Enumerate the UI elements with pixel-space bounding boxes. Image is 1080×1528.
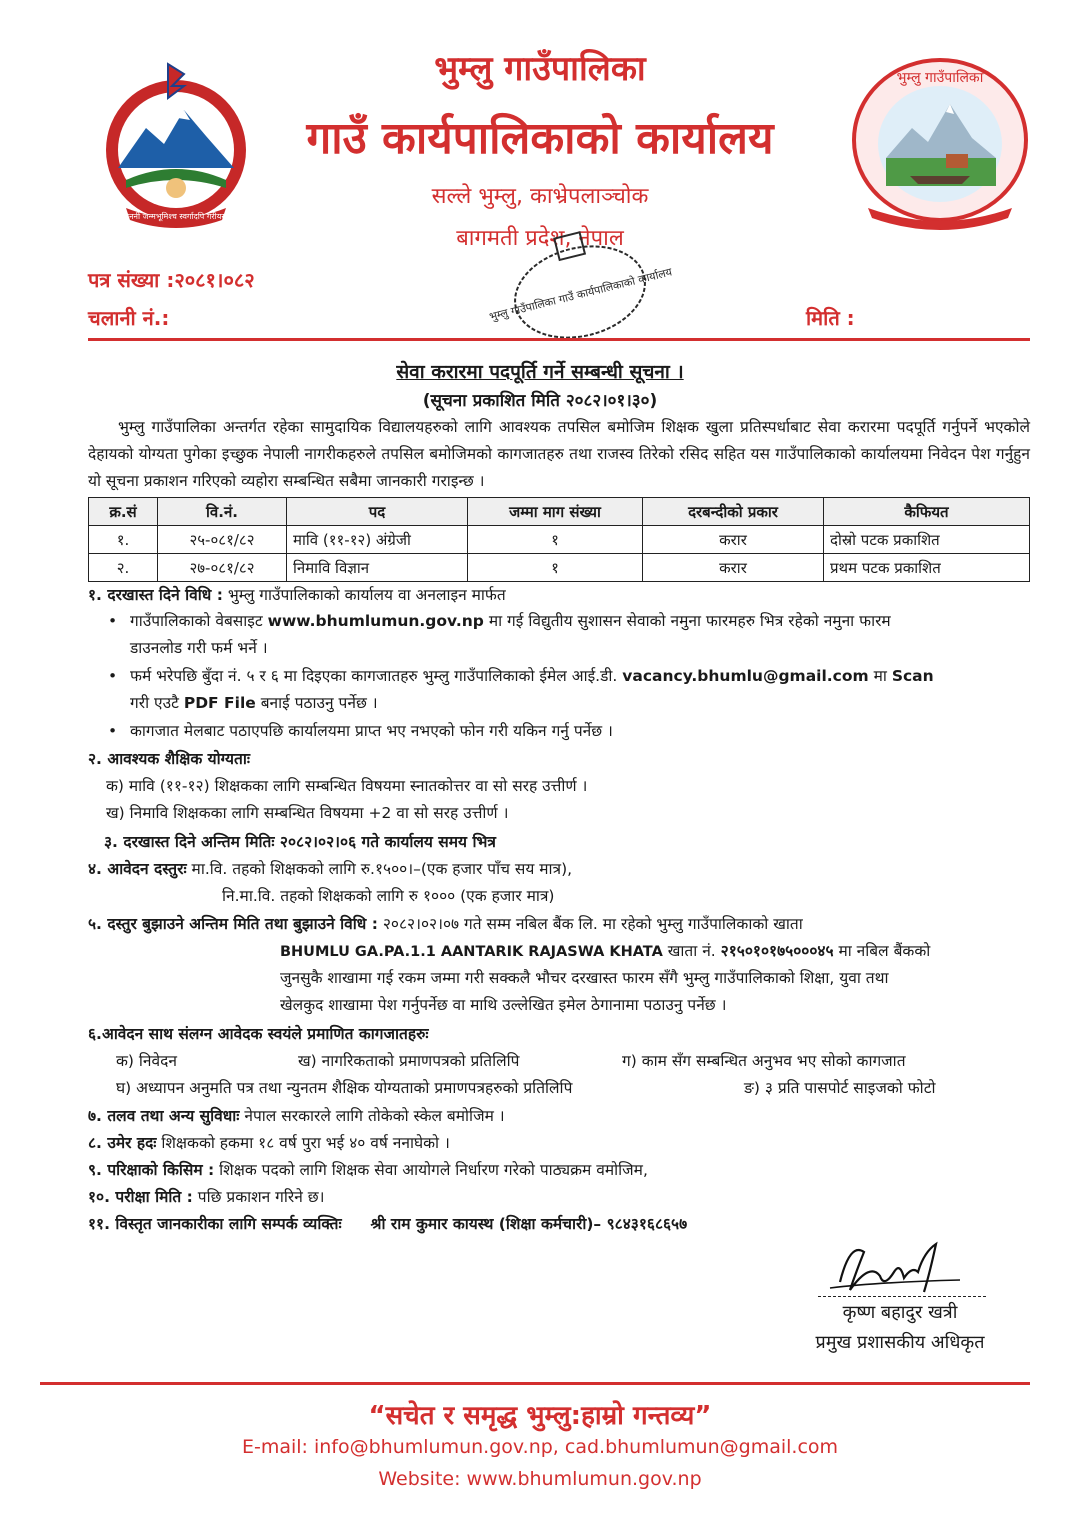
letter-number — [88, 266, 255, 293]
section-exam-type — [88, 1157, 648, 1184]
signature-line — [818, 1296, 986, 1297]
website-link[interactable]: www.bhumlumun.gov.np — [267, 612, 484, 630]
section-heading: ५. दस्तुर बुझाउने अन्तिम मिति तथा बुझाउने विधि : — [88, 915, 378, 933]
list-text: कागजात मेलबाट पठाएपछि कार्यालयमा प्राप्त भए नभएको फोन गरी यकिन गर्नु पर्नेछ । — [130, 722, 613, 740]
cell-total-demand: १ — [468, 554, 643, 582]
signatory-designation: प्रमुख प्रशासकीय अधिकृत — [815, 1332, 985, 1353]
table-header-row — [89, 498, 1030, 526]
svg-text:भुम्लु गाउँपालिका गाउँ कार्यपा: भुम्लु गाउँपालिका गाउँ कार्यपालिकाको कार्यालय — [487, 265, 674, 324]
list-text: डाउनलोड गरी फर्म भर्ने । — [130, 639, 268, 657]
cell-serial: १. — [89, 526, 158, 554]
section-fee — [88, 856, 572, 883]
cell-position-type: करार — [643, 554, 824, 582]
account-number: २१५०१०१७५०००४५ — [720, 942, 834, 960]
section-text: मा.वि. तहको शिक्षकको लागि रु.१५००।–(एक हजार पाँच सय मात्र), — [191, 860, 573, 878]
section-text: शिक्षक पदको लागि शिक्षक सेवा आयोगले निर्धारण गरेको पाठ्यक्रम वमोजिम, — [219, 1161, 648, 1179]
contact-person: श्री राम कुमार कायस्थ (शिक्षा कर्मचारी)– ९८४३१६८६५७ — [370, 1215, 688, 1233]
section-payment-line4: खेलकुद शाखामा पेश गर्नुपर्नेछ वा माथि उल्लेखित इमेल ठेगानामा पठाउनु पर्नेछ । — [280, 996, 727, 1014]
list-text: बनाई पठाउनु पर्नेछ । — [260, 694, 378, 712]
office-name: गाउँ कार्यपालिकाको कार्यालय — [306, 113, 774, 164]
document-item: क) निवेदन — [116, 1052, 177, 1070]
cell-serial: २. — [89, 554, 158, 582]
list-item: • फर्म भरेपछि बुँदा नं. ५ र ६ मा दिइएका कागजातहरु भुम्लु गाउँपालिकाको ईमेल आई.डी. vacancy.bhumlu@gmail.com मा Scan गरी एउटै PDF File बनाई पठाउनु पर्नेछ । — [108, 667, 934, 712]
list-text: मा गई विद्युतीय सुशासन सेवाको नमुना फारमहरु भित्र रहेको नमुना फारम — [488, 612, 891, 630]
section-text: २०८२।०२।०७ गते सम्म नबिल बैंक लि. मा रहेको भुम्लु गाउँपालिकाको खाता — [382, 915, 803, 933]
cell-ad-number: २७-०८१/८२ — [158, 554, 287, 582]
section-text: खाता नं. — [667, 942, 716, 960]
footer-email[interactable]: E-mail: info@bhumlumun.gov.np, cad.bhumlumun@gmail.com — [241, 1436, 839, 1458]
section-payment-line3: जुनसुकै शाखामा गई रकम जम्मा गरी सक्कलै भौचर दरखास्त फारम सँगै भुम्लु गाउँपालिकाको शिक्षा, युवा तथा — [280, 969, 889, 987]
letter-number-value: २०८१।०८२ — [174, 268, 255, 292]
section-age-limit — [88, 1130, 450, 1157]
section-heading: १. दरखास्त दिने विधि : — [88, 586, 223, 604]
table-row — [89, 526, 1030, 554]
signature-scrawl — [820, 1232, 970, 1302]
footer-slogan: “सचेत र समृद्ध भुम्लु:हाम्रो गन्तव्य” — [368, 1401, 712, 1431]
cell-remarks: दोस्रो पटक प्रकाशित — [824, 526, 1030, 554]
section-fee-line2: नि.मा.वि. तहको शिक्षकको लागि रु १००० (एक हजार मात्र) — [222, 887, 555, 905]
vacancy-table — [88, 497, 1030, 582]
footer-website[interactable]: Website: www.bhumlumun.gov.np — [378, 1468, 702, 1490]
section-exam-date — [88, 1184, 325, 1211]
section-payment-account — [280, 938, 930, 966]
office-address: सल्ले भुम्लु, काभ्रेपलाञ्चोक — [431, 184, 649, 209]
document-item: ङ) ३ प्रति पासपोर्ट साइजको फोटो — [744, 1079, 936, 1097]
document-item: घ) अध्यापन अनुमति पत्र तथा न्युनतम शैक्षिक योग्यताको प्रमाणपत्रहरुको प्रतिलिपि — [116, 1079, 573, 1097]
cell-total-demand: १ — [468, 526, 643, 554]
notice-intro: भुम्लु गाउँपालिका अन्तर्गत रहेका सामुदायिक विद्यालयहरुको लागि आवश्यक तपसिल बमोजिम शिक्षक खुला प्रतिस्पर्धाबाट सेवा करारमा पदपूर्ति गर्नुपर्ने भएकोले देहायको योग्यता पुगेका इच्छुक नेपाली नागरीकहरुले तपसिल बमोजिमको कागजातहरु तथा राजस्व तिरेको रसिद सहित यस गाउँपालिकाको कार्यालयमा निवेदन पेश गर्नुहुन यो सूचना प्रकाशन गरिएको व्यहोरा सम्बन्धित सबैमा जानकारी गराइन्छ । — [88, 418, 1030, 490]
list-text: गरी एउटै — [130, 694, 179, 712]
section-heading: ६.आवेदन साथ संलग्न आवेदक स्वयंले प्रमाणित कागजातहरुः — [88, 1025, 429, 1043]
col-post: पद — [287, 498, 468, 526]
section-application-method — [88, 582, 506, 609]
list-item: • गाउँपालिकाको वेबसाइट www.bhumlumun.gov.np मा गई विद्युतीय सुशासन सेवाको नमुना फारमहरु भित्र रहेको नमुना फारम डाउनलोड गरी फर्म भर्ने । — [108, 612, 891, 657]
section-deadline: ३. दरखास्त दिने अन्तिम मितिः २०८२।०२।०६ गते कार्यालय समय भित्र — [104, 833, 496, 851]
col-position-type: दरबन्दीको प्रकार — [643, 498, 824, 526]
section-contact — [88, 1211, 687, 1238]
notice-title: सेवा करारमा पदपूर्ति गर्ने सम्बन्धी सूचना । — [396, 361, 684, 383]
table-row — [89, 554, 1030, 582]
official-stamp — [487, 228, 674, 356]
cell-remarks: प्रथम पटक प्रकाशित — [824, 554, 1030, 582]
list-text: फर्म भरेपछि बुँदा नं. ५ र ६ मा दिइएका कागजातहरु भुम्लु गाउँपालिकाको ईमेल आई.डी. — [130, 667, 618, 685]
cell-ad-number: २५-०८१/८२ — [158, 526, 287, 554]
vacancy-email-link[interactable]: vacancy.bhumlu@gmail.com — [622, 667, 869, 685]
footer-divider — [40, 1382, 1030, 1385]
document-item: ख) नागरिकताको प्रमाणपत्रको प्रतिलिपि — [298, 1052, 520, 1070]
col-serial: क्र.सं — [89, 498, 158, 526]
section-heading: ११. विस्तृत जानकारीका लागि सम्पर्क व्यक्तिः — [88, 1215, 342, 1233]
section-payment — [88, 911, 803, 938]
dispatch-number-label: चलानी नं.: — [88, 306, 170, 330]
svg-text:भुम्लु गाउँपालिका: भुम्लु गाउँपालिका — [896, 70, 984, 86]
cell-post: निमावि विज्ञान — [287, 554, 468, 582]
signatory-name: कृष्ण बहादुर खत्री — [842, 1302, 958, 1323]
date-label: मिति : — [806, 306, 855, 330]
col-ad-number: वि.नं. — [158, 498, 287, 526]
section-salary — [88, 1103, 505, 1130]
section-heading: ७. तलव तथा अन्य सुविधाः — [88, 1107, 240, 1125]
cell-post: मावि (११-१२) अंग्रेजी — [287, 526, 468, 554]
list-text: PDF File — [183, 694, 256, 712]
section-heading: १०. परीक्षा मिति : — [88, 1188, 193, 1206]
list-item: • कागजात मेलबाट पठाएपछि कार्यालयमा प्राप्त भए नभएको फोन गरी यकिन गर्नु पर्नेछ । — [108, 722, 613, 740]
qualification-item: क) मावि (११-१२) शिक्षकका लागि सम्बन्धित विषयमा स्नातकोत्तर वा सो सरह उत्तीर्ण । — [106, 777, 588, 795]
section-heading: ८. उमेर हदः — [88, 1134, 157, 1152]
section-heading: ४. आवेदन दस्तुरः — [88, 860, 187, 878]
svg-text:जननी जन्मभूमिश्च स्वर्गादपि गर: जननी जन्मभूमिश्च स्वर्गादपि गरीयसी — [123, 212, 229, 221]
document-item: ग) काम सँग सम्बन्धित अनुभव भए सोको कागजात — [622, 1052, 906, 1070]
list-text: मा — [873, 667, 887, 685]
list-text: Scan — [891, 667, 934, 685]
qualification-item: ख) निमावि शिक्षकका लागि सम्बन्धित विषयमा +2 वा सो सरह उत्तीर्ण । — [106, 804, 509, 822]
section-text: पछि प्रकाशन गरिने छ। — [197, 1188, 325, 1206]
section-text: शिक्षकको हकमा १८ वर्ष पुरा भई ४० वर्ष ननाघेको । — [161, 1134, 450, 1152]
cell-position-type: करार — [643, 526, 824, 554]
section-heading: २. आवश्यक शैक्षिक योग्यताः — [88, 750, 250, 768]
municipality-name: भुम्लु गाउँपालिका — [434, 49, 646, 89]
section-text: भुम्लु गाउँपालिकाको कार्यालय वा अनलाइन मार्फत — [227, 586, 506, 604]
list-text: गाउँपालिकाको वेबसाइट — [130, 612, 263, 630]
col-remarks: कैफियत — [824, 498, 1030, 526]
section-text: नेपाल सरकारले लागि तोकेको स्केल बमोजिम । — [244, 1107, 505, 1125]
section-heading: ९. परिक्षाको किसिम : — [88, 1161, 215, 1179]
office-province: बागमती प्रदेश, नेपाल — [456, 226, 624, 251]
letter-number-label: पत्र संख्या : — [88, 268, 175, 292]
section-text: मा नबिल बैंकको — [838, 942, 931, 960]
header-divider — [88, 338, 1030, 341]
notice-subtitle: (सूचना प्रकाशित मिति २०८२।०१।३०) — [422, 391, 658, 411]
account-name: BHUMLU GA.PA.1.1 AANTARIK RAJASWA KHATA — [280, 944, 663, 960]
col-total-demand: जम्मा माग संख्या — [468, 498, 643, 526]
